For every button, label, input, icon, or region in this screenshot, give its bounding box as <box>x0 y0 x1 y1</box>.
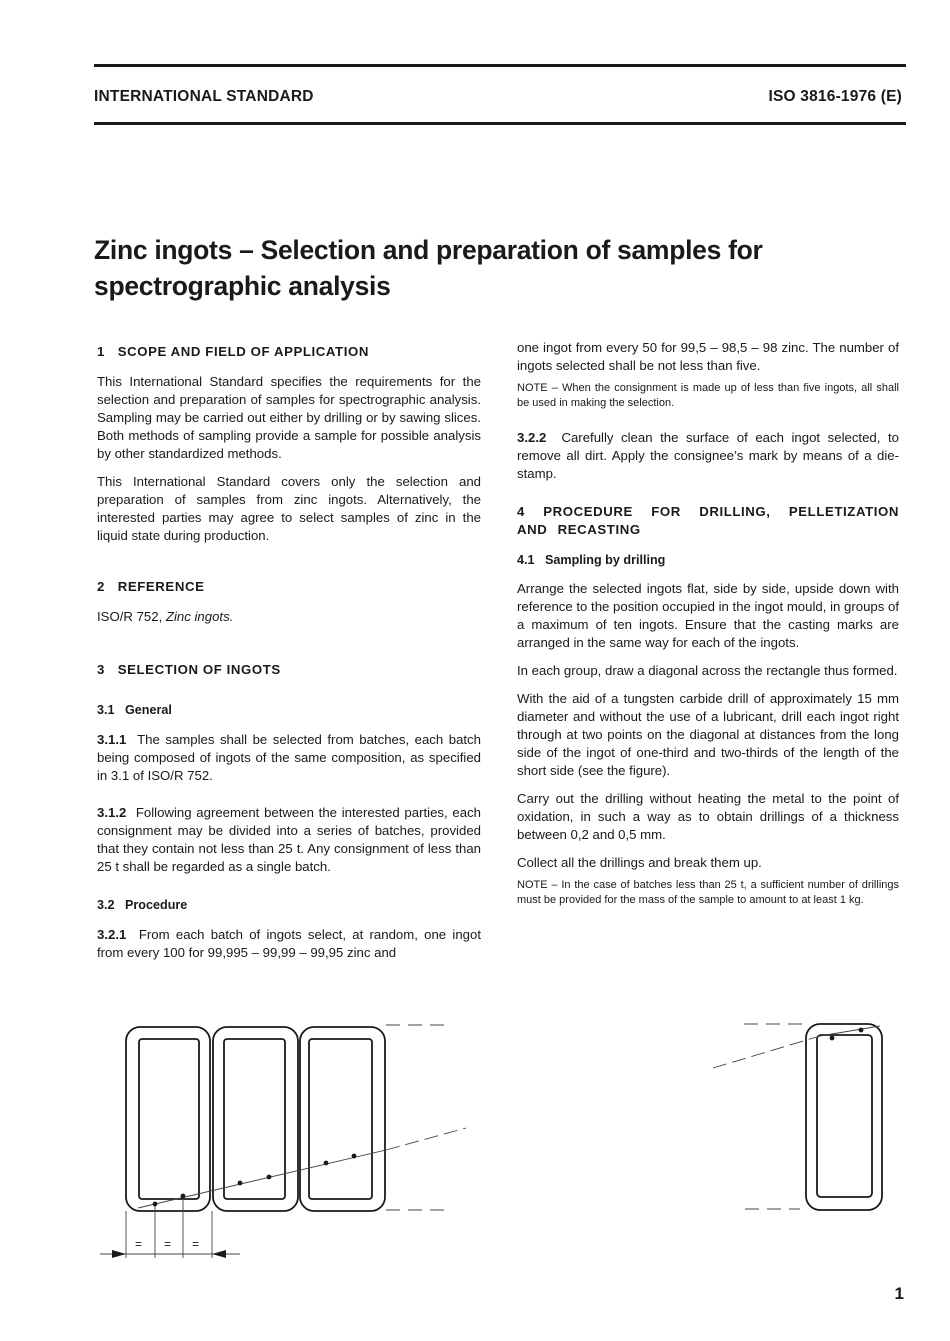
drill-point <box>324 1161 329 1166</box>
para-4-1-drill: With the aid of a tungsten carbide drill of approximately 15 mm diameter and without the use of a lubricant, drill each ingot right through at two points on the diagonal at distances from the long side of the ingot of one-third and two-thirds of the length of the short side (see the figure). <box>517 691 899 778</box>
drill-point <box>830 1036 835 1041</box>
ingot-3-inner <box>309 1039 372 1199</box>
dimension-arrow-right <box>212 1250 226 1258</box>
section-3-heading: 3 SELECTION OF INGOTS <box>97 662 281 677</box>
dimension-equal-mark: = <box>135 1237 143 1251</box>
header-right: ISO 3816-1976 (E) <box>768 88 902 105</box>
clause-number: 3.1.2 <box>97 805 127 820</box>
drill-point <box>181 1194 186 1199</box>
clause-text: Carefully clean the surface of each ingot selected, to remove all dirt. Apply the consignee’s mark by means of a die-stamp. <box>517 430 903 481</box>
clause-text: From each batch of ingots select, at random, one ingot from every 100 for 99,995 – 99,99 – 99,95 zinc and <box>97 927 485 960</box>
clause-3-2-1-continued: one ingot from every 50 for 99,5 – 98,5 – 98 zinc. The number of ingots selected shall be not less than five. <box>517 340 899 373</box>
header-left: INTERNATIONAL STANDARD <box>94 88 314 105</box>
section-3-1-heading: 3.1 General <box>97 703 172 717</box>
section-4-1-heading: 4.1 Sampling by drilling <box>517 553 666 567</box>
para-4-1-diagonal: In each group, draw a diagonal across the rectangle thus formed. <box>517 663 898 678</box>
page-number: 1 <box>894 1284 904 1303</box>
page-title: Zinc ingots – Selection and preparation of samples for spectrographic analysis <box>94 235 763 301</box>
ingot-side-inner <box>817 1035 872 1197</box>
section-1-heading: 1 SCOPE AND FIELD OF APPLICATION <box>97 344 369 359</box>
section-4-heading: 4 PROCEDURE FOR DRILLING, PELLETIZATION AND RECASTING <box>517 504 899 537</box>
para-4-1-heating: Carry out the drilling without heating the metal to the point of oxidation, in such a way as to obtain drillings of a thickness between 0,2 and 0,5 mm. <box>517 791 899 842</box>
section-2-heading: 2 REFERENCE <box>97 579 205 594</box>
para-4-1-arrange: Arrange the selected ingots flat, side by side, upside down with reference to the position occupied in the ingot mould, in groups of a maximum of ten ingots. Ensure that the casting marks are arranged in the same way for each of the ingots. <box>517 581 899 650</box>
clause-number: 3.1.1 <box>97 732 127 747</box>
reference-title: Zinc ingots. <box>165 609 234 624</box>
dimension-equal-mark: = <box>192 1237 200 1251</box>
drill-point <box>267 1175 272 1180</box>
note-selection: NOTE – When the consignment is made up of less than five ingots, all shall be used in making the selection. <box>517 382 899 409</box>
para-4-1-collect: Collect all the drillings and break them up. <box>517 855 762 870</box>
ingot-1-inner <box>139 1039 199 1199</box>
ingot-2-inner <box>224 1039 285 1199</box>
drill-point <box>238 1181 243 1186</box>
drill-point <box>859 1028 864 1033</box>
reference-code: ISO/R 752, <box>97 609 166 624</box>
note-batch-mass: NOTE – In the case of batches less than 25 t, a sufficient number of drillings must be provided for the mass of the sample to amount to at least 1 kg. <box>517 879 899 906</box>
clause-number: 3.2.1 <box>97 927 127 942</box>
drill-point <box>153 1202 158 1207</box>
section-1-para-2: This International Standard covers only the selection and preparation of samples from zinc ingots. Alternatively, the interested parties may agree to select samples of zinc in the liquid state during production. <box>97 474 481 543</box>
dimension-arrow-left <box>112 1250 126 1258</box>
clause-number: 3.2.2 <box>517 430 547 445</box>
clause-text: The samples shall be selected from batches, each batch being composed of ingots of the same composition, as specified in 3.1 of ISO/R 752. <box>97 732 485 783</box>
drill-point <box>352 1154 357 1159</box>
dimension-equal-mark: = <box>164 1237 172 1251</box>
section-3-2-heading: 3.2 Procedure <box>97 898 188 912</box>
clause-text: Following agreement between the interested parties, each consignment may be divided into a series of batches, provided that they contain not less than 25 t. Any consignment of less than 25 t shall be regarded as a single batch. <box>97 805 485 874</box>
section-1-para-1: This International Standard specifies the requirements for the selection and preparation of samples for spectrographic analysis. Sampling may be carried out either by drilling or by sawing slices. Both methods of sampling provide a sample for possible analysis by other standardized methods. <box>97 374 481 461</box>
